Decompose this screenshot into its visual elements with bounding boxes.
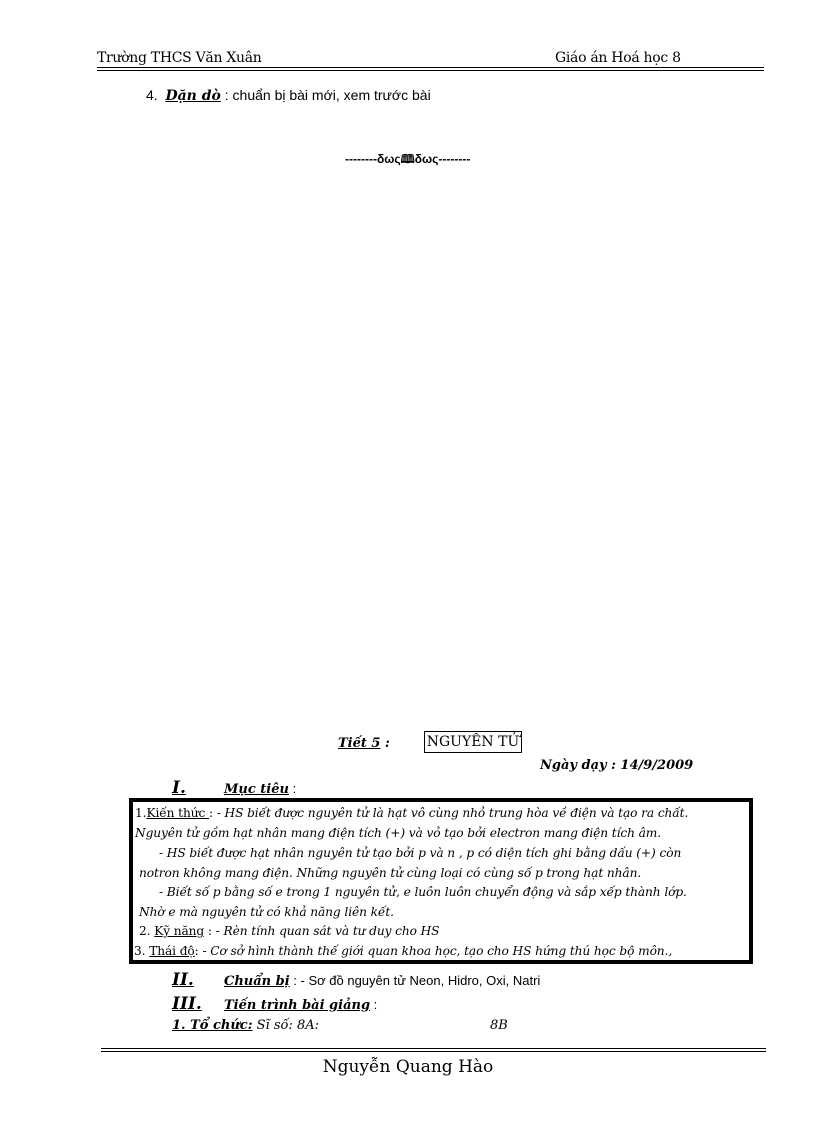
attitude-sep: : - xyxy=(194,944,211,958)
attitude-text: Cơ sở hình thành thế giới quan khoa học, tạo cho HS hứng thú học bộ môn., xyxy=(210,944,673,958)
objective-line-1 xyxy=(135,806,688,820)
lesson-period-label: Tiết 5 xyxy=(338,736,381,751)
attitude-line xyxy=(134,944,672,958)
skills-line xyxy=(139,924,439,938)
header-rule xyxy=(97,67,764,68)
knowledge-label: Kiến thức xyxy=(146,806,209,820)
section-name: Chuẩn bị xyxy=(224,974,290,989)
section-number: III. xyxy=(172,994,202,1014)
section-name: Mục tiêu xyxy=(224,782,289,797)
skills-sep: : - xyxy=(204,924,224,938)
homework-number: 4. xyxy=(146,87,158,103)
lesson-title: NGUYÊN TỬ xyxy=(424,731,522,753)
homework-line xyxy=(146,87,431,104)
lesson-date: Ngày dạy : 14/9/2009 xyxy=(540,758,694,773)
skills-label: Kỹ năng xyxy=(154,924,205,938)
skills-text: Rèn tính quan sát và tư duy cho HS xyxy=(223,924,440,938)
header-subject: Giáo án Hoá học 8 xyxy=(555,50,681,66)
section-number: II. xyxy=(172,970,194,990)
lesson-period-colon: : xyxy=(380,736,390,751)
section-objectives-heading xyxy=(172,778,296,798)
header-school: Trường THCS Văn Xuân xyxy=(97,50,262,66)
homework-text: : chuẩn bị bài mới, xem trước bài xyxy=(220,87,431,103)
class-size: Sĩ số: 8A: xyxy=(252,1018,320,1033)
objective-line-3: - HS biết được hạt nhân nguyên tử tạo bởi p và n , p có diện tích ghi bằng dấu (+) còn xyxy=(159,846,682,860)
objective-line-4: notron không mang điện. Những nguyên tử cùng loại có cùng số p trong hạt nhân. xyxy=(139,866,642,880)
section-divider: --------δως🕮δως-------- xyxy=(345,152,471,166)
section-number: I. xyxy=(172,778,186,798)
section-rest: : - Sơ đồ nguyên tử Neon, Hidro, Oxi, Natri xyxy=(289,973,541,988)
section-preparation-heading xyxy=(172,970,540,990)
attitude-prefix: 3. xyxy=(134,944,150,958)
knowledge-prefix: 1. xyxy=(135,806,147,820)
section-name: Tiến trình bài giảng xyxy=(224,998,371,1013)
knowledge-sep: : - xyxy=(208,806,225,820)
section-rest: : xyxy=(288,781,297,796)
homework-label: Dặn dò xyxy=(165,88,221,104)
knowledge-text-1: HS biết được nguyên tử là hạt vô cùng nhỏ trung hòa về điện và tạo ra chất. xyxy=(224,806,689,820)
organization-line xyxy=(172,1018,319,1033)
class-b: 8B xyxy=(490,1018,508,1033)
footer-rule-double xyxy=(101,1051,766,1052)
objective-line-2: Nguyên tử gồm hạt nhân mang điện tích (+) và vỏ tạo bởi electron mang điện tích âm. xyxy=(135,826,662,840)
organization-label: 1. Tổ chức: xyxy=(172,1018,253,1033)
section-procedure-heading xyxy=(172,994,377,1014)
skills-prefix: 2. xyxy=(139,924,155,938)
objective-line-5: - Biết số p bằng số e trong 1 nguyên tử, e luôn luôn chuyển động và sắp xếp thành lớp. xyxy=(159,885,687,899)
objective-line-6: Nhờ e mà nguyên tử có khả năng liên kết. xyxy=(139,905,394,919)
lesson-period xyxy=(338,736,390,751)
attitude-label: Thái độ xyxy=(149,944,195,958)
section-rest: : xyxy=(370,997,378,1012)
footer-author: Nguyễn Quang Hào xyxy=(322,1057,494,1077)
header-rule-double xyxy=(97,70,764,71)
footer-rule xyxy=(101,1048,766,1049)
